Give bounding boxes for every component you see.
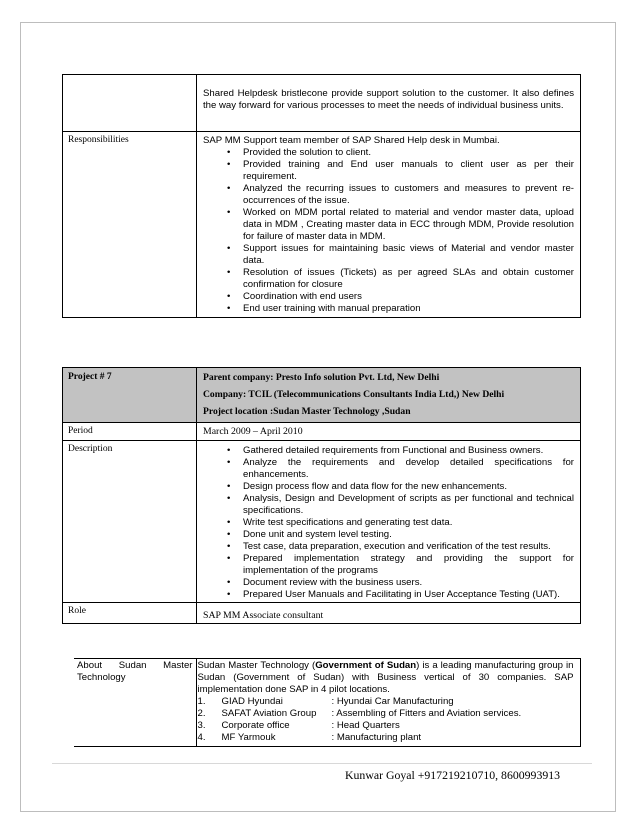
project-label: Project # 7 <box>63 368 197 423</box>
plant-desc: : Hyundai Car Manufacturing <box>331 696 454 707</box>
company: Company: TCIL (Telecommunications Consultants India Ltd,) New Delhi <box>203 389 505 400</box>
parent-company: Parent company: Presto Info solution Pvt. Ltd, New Delhi <box>203 372 440 383</box>
plant-name: MF Yarmouk <box>221 732 276 743</box>
responsibilities-label: Responsibilities <box>63 132 197 318</box>
about-text: Sudan Master Technology (Government of Sudan) is a leading manufacturing group in Sudan (Government of Sudan) with Business vertical of 30 companies. SAP implementation done SAP in 4 pilot locations. <box>197 660 574 695</box>
plant-name: GIAD Hyundai <box>221 696 283 707</box>
plant-num: 4. <box>197 732 206 743</box>
description-item: • Analyze the requirements and develop detailed specifications for enhancements. <box>203 457 574 481</box>
about-label-line-1: About Sudan Master <box>77 660 193 671</box>
project-location: Project location :Sudan Master Technology ,Sudan <box>203 406 411 417</box>
plant-name: Corporate office <box>221 720 290 731</box>
plant-num: 3. <box>197 720 206 731</box>
responsibility-item: • Worked on MDM portal related to material and vendor master data, upload data in MDM , Creating master data in ECC through MDM, Provide resolution for failure of master data in MDM. <box>203 207 574 243</box>
about-label <box>74 659 196 747</box>
footer-contact: Kunwar Goyal +917219210710, 8600993913 <box>345 768 561 782</box>
intro-text: Shared Helpdesk bristlecone provide support solution to the customer. It also defines the way forward for various processes to meet the needs of individual business units. <box>197 75 581 132</box>
plant-desc: : Manufacturing plant <box>331 732 422 743</box>
about-content <box>196 659 580 747</box>
responsibility-item: • Analyzed the recurring issues to customers and measures to prevent re-occurrences of the issue. <box>203 183 574 207</box>
responsibility-item: • Support issues for maintaining basic views of Material and vendor master data. <box>203 243 574 267</box>
responsibility-item: • End user training with manual preparation <box>203 303 574 315</box>
footer-rule <box>52 763 592 764</box>
responsibilities-table <box>62 74 581 318</box>
description-item: • Gathered detailed requirements from Functional and Business owners. <box>203 445 574 457</box>
responsibility-item: • Provided the solution to client. <box>203 147 574 159</box>
about-row <box>74 659 580 747</box>
responsibilities-row <box>63 132 581 318</box>
description-item: • Prepared User Manuals and Facilitating in User Acceptance Testing (UAT). <box>203 589 574 601</box>
description-item: • Document review with the business users. <box>203 577 574 589</box>
plant-desc: : Assembling of Fitters and Aviation services. <box>331 708 522 719</box>
plant-item <box>198 696 574 708</box>
description-item: • Design process flow and data flow for the new enhancements. <box>203 481 574 493</box>
about-table <box>74 658 581 747</box>
description-row <box>63 441 581 603</box>
plant-item <box>198 732 574 744</box>
plant-num: 1. <box>197 696 206 707</box>
project-header-row <box>63 368 581 423</box>
description-item: • Write test specifications and generating test data. <box>203 517 574 529</box>
plant-list <box>198 696 574 744</box>
about-bold: Government of Sudan <box>315 660 417 671</box>
responsibilities-content <box>197 132 581 318</box>
period-value: March 2009 – April 2010 <box>197 423 581 441</box>
plant-num: 2. <box>197 708 206 719</box>
responsibility-item: • Provided training and End user manuals to client user as per their requirement. <box>203 159 574 183</box>
plant-item <box>198 720 574 732</box>
role-value: SAP MM Associate consultant <box>197 603 581 624</box>
period-label: Period <box>63 423 197 441</box>
description-item: • Done unit and system level testing. <box>203 529 574 541</box>
responsibilities-intro: SAP MM Support team member of SAP Shared Help desk in Mumbai. <box>203 135 500 146</box>
responsibility-item: • Resolution of issues (Tickets) as per agreed SLAs and obtain customer confirmation for closure <box>203 267 574 291</box>
about-label-line-2: Technology <box>77 672 126 683</box>
role-row <box>63 603 581 624</box>
responsibility-item: • Coordination with end users <box>203 291 574 303</box>
intro-row <box>63 75 581 132</box>
description-item: • Prepared implementation strategy and providing the support for implementation of the programs <box>203 553 574 577</box>
description-content <box>197 441 581 603</box>
description-item: • Test case, data preparation, execution and verification of the test results. <box>203 541 574 553</box>
role-label: Role <box>63 603 197 624</box>
responsibilities-list <box>203 147 574 315</box>
plant-name: SAFAT Aviation Group <box>221 708 317 719</box>
plant-item <box>198 708 574 720</box>
plant-desc: : Head Quarters <box>331 720 400 731</box>
period-row <box>63 423 581 441</box>
description-label: Description <box>63 441 197 603</box>
project-7-table <box>62 367 581 624</box>
description-list <box>203 445 574 601</box>
description-item: • Analysis, Design and Development of scripts as per functional and technical specifications. <box>203 493 574 517</box>
project-header <box>197 368 581 423</box>
